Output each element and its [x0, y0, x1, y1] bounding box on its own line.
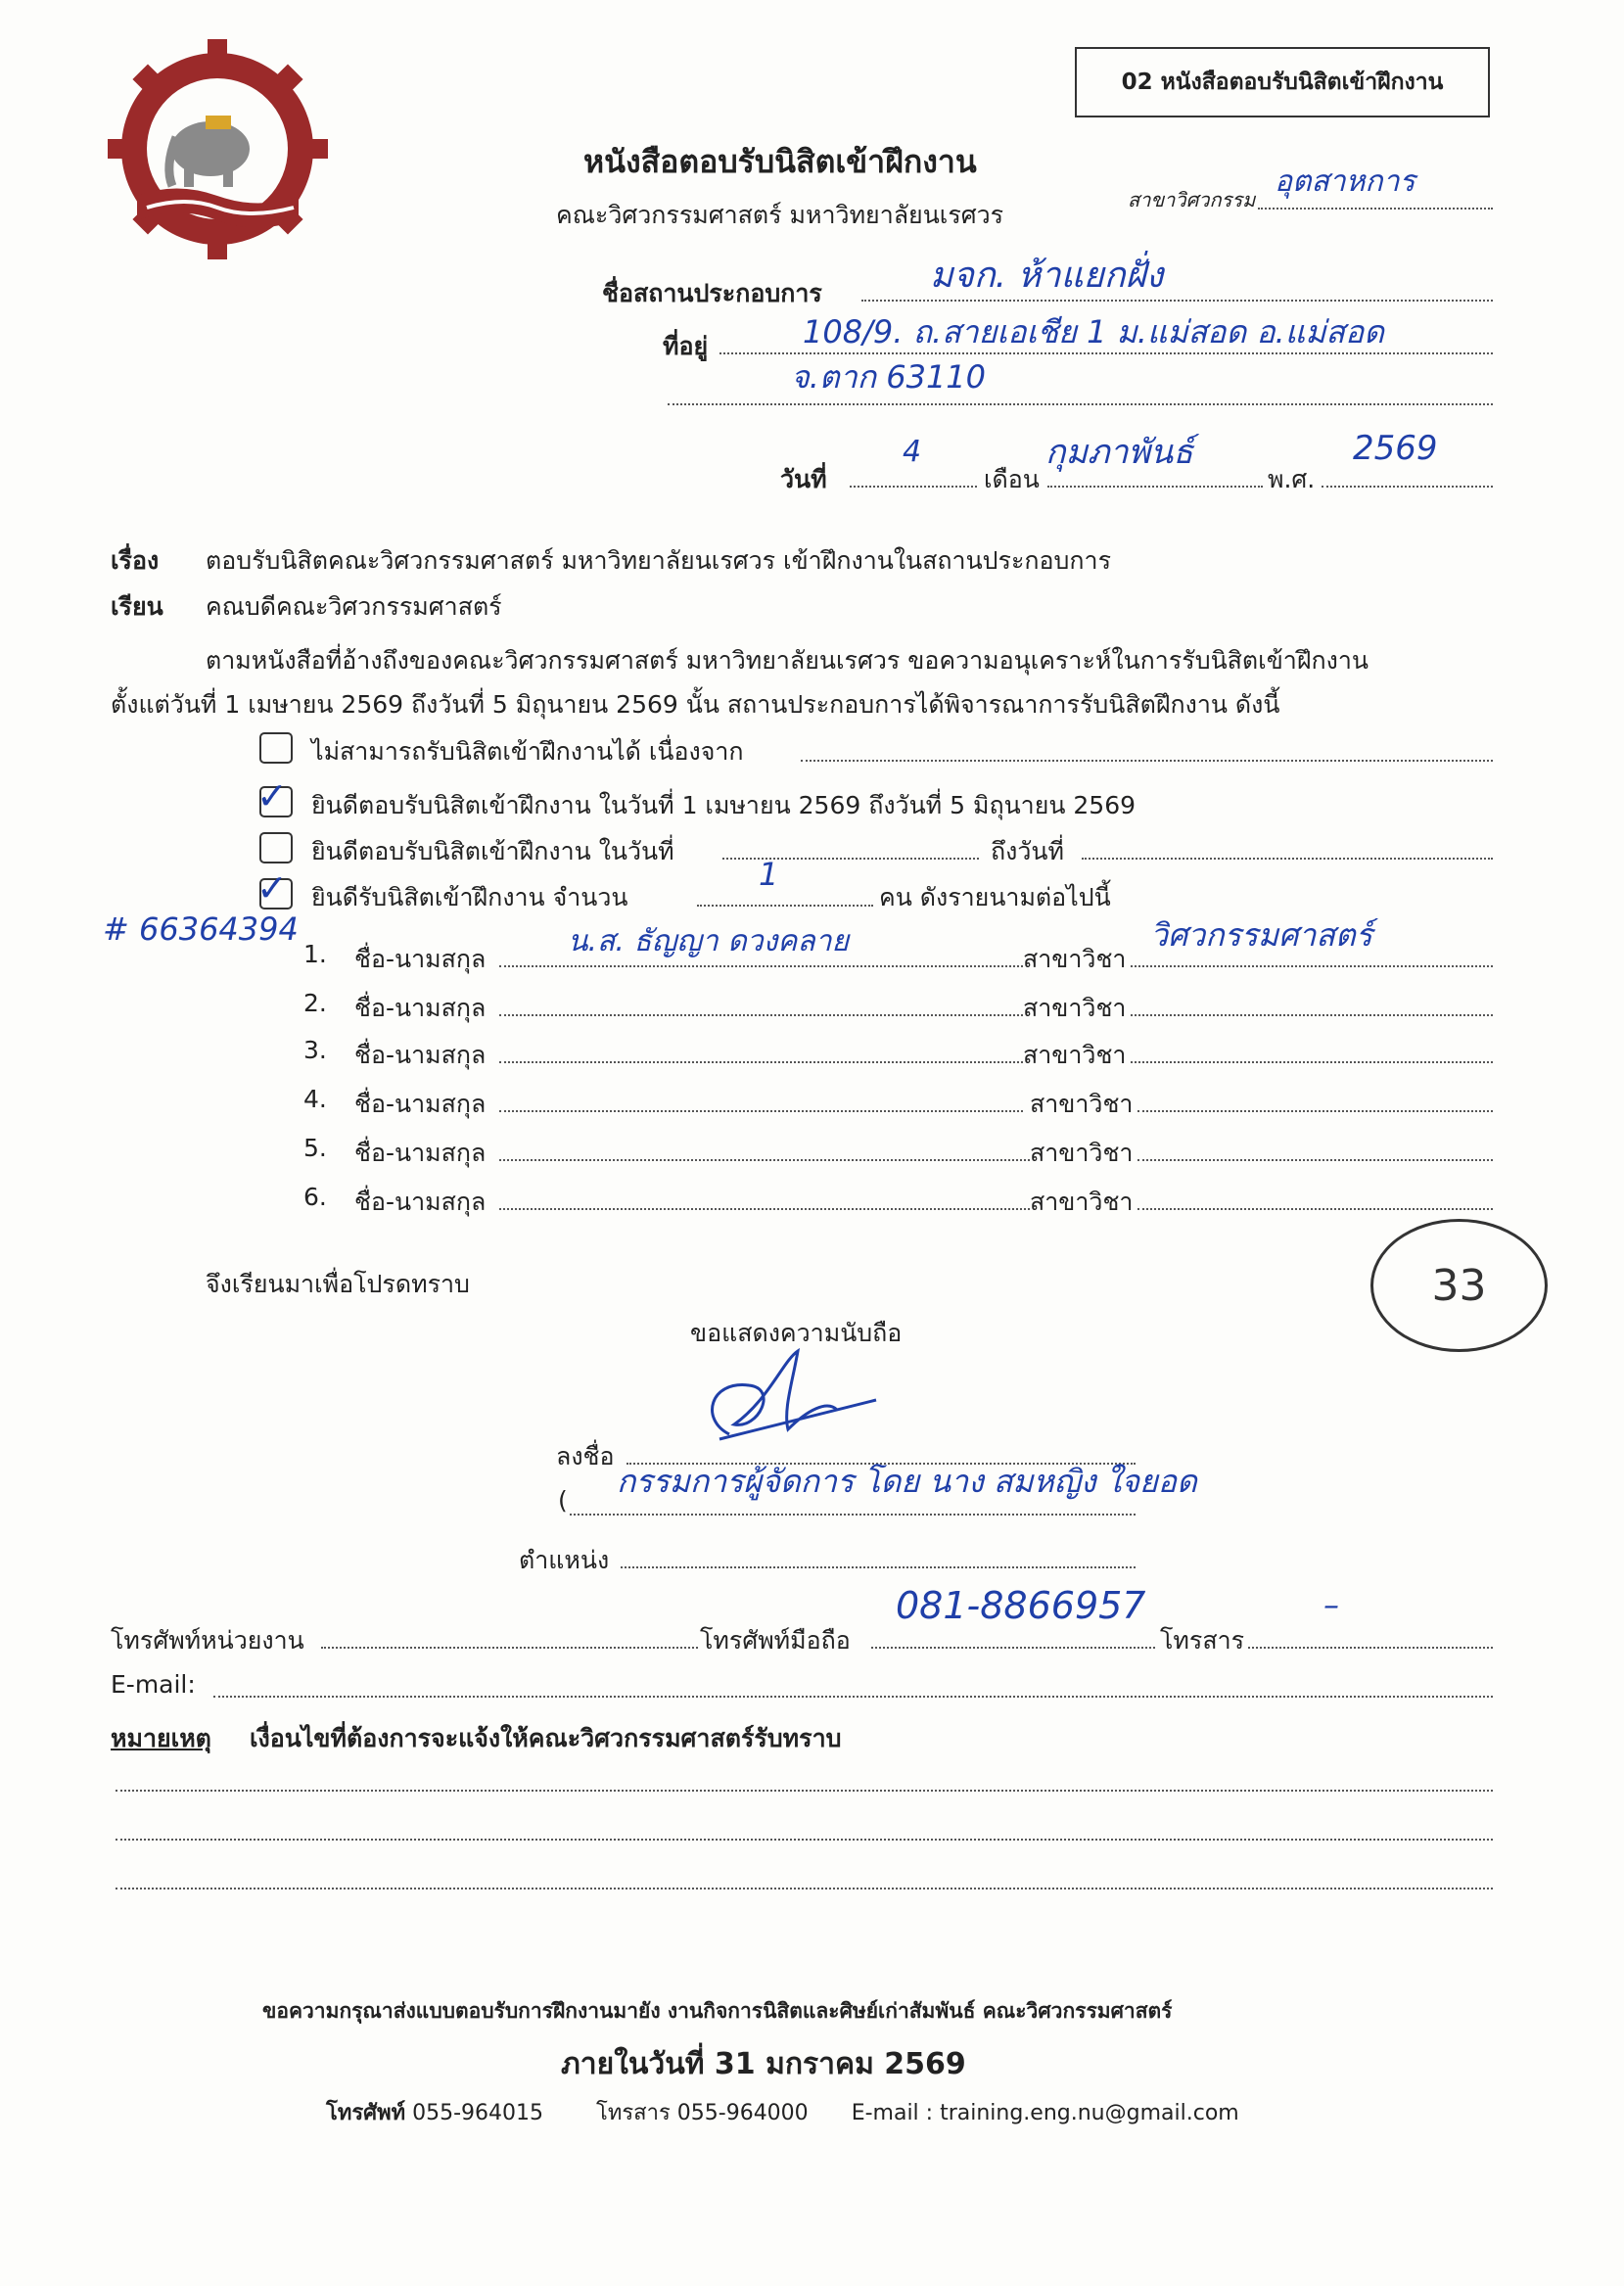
option-3-label: ยินดีตอบรับนิสิตเข้าฝึกงาน ในวันที่ [311, 837, 674, 865]
mobile-label: โทรศัพท์มือถือ [700, 1626, 851, 1655]
company-name-label: ชื่อสถานประกอบการ [602, 279, 822, 307]
branch-label: สาขาวิศวกรรม [1128, 188, 1256, 211]
signature-image [690, 1341, 886, 1459]
student-row-1-name-label: ชื่อ-นามสกุล [354, 945, 487, 973]
page-title: หนังสือตอบรับนิสิตเข้าฝึกงาน [583, 143, 977, 180]
student-row-1-major[interactable]: วิศวกรรมศาสตร์ [1150, 916, 1372, 954]
student-row-4-major-label: สาขาวิชา [1030, 1090, 1134, 1118]
address-line2[interactable]: จ.ตาก 63110 [791, 358, 987, 396]
option-4-check-icon: ✓ [256, 866, 288, 910]
student-row-5-name-label: ชื่อ-นามสกุล [354, 1139, 487, 1167]
date-year-label: พ.ศ. [1268, 465, 1316, 493]
option-3-to-label: ถึงวันที่ [991, 837, 1064, 865]
option-4-count[interactable]: 1 [759, 856, 779, 893]
form-code-box [1075, 47, 1490, 117]
remark-text: เงื่อนไขที่ต้องการจะแจ้งให้คณะวิศวกรรมศาสตร์รับทราบ [250, 1724, 842, 1752]
footer-contact [326, 2095, 1239, 2129]
date-year-value[interactable]: 2569 [1353, 429, 1438, 468]
signer-paren: ( [558, 1486, 568, 1515]
footer-line-1: ขอความกรุณาส่งแบบตอบรับการฝึกงานมายัง งานกิจการนิสิตและศิษย์เก่าสัมพันธ์ คณะวิศวกรรมศาสตร์ [262, 1999, 1173, 2023]
student-row-3-major-label: สาขาวิชา [1023, 1041, 1127, 1069]
closing-line: จึงเรียนมาเพื่อโปรดทราบ [206, 1270, 470, 1298]
student-id-note: # 66364394 [103, 910, 299, 948]
to-text: คณบดีคณะวิศวกรรมศาสตร์ [206, 592, 502, 621]
student-row-4-number: 4. [303, 1085, 327, 1113]
option-1-label: ไม่สามารถรับนิสิตเข้าฝึกงานได้ เนื่องจาก [311, 737, 744, 766]
company-name-value[interactable]: มจก. ห้าแยกฝั่ง [930, 256, 1164, 296]
remark-label: หมายเหตุ [111, 1724, 211, 1752]
date-month-label: เดือน [984, 465, 1040, 493]
form-code-text: 02 หนังสือตอบรับนิสิตเข้าฝึกงาน [1121, 70, 1444, 95]
footer-fax: 055-964000 [676, 2101, 809, 2125]
date-month-value[interactable]: กุมภาพันธ์ [1045, 433, 1193, 472]
student-row-3-number: 3. [303, 1036, 327, 1064]
subject-label: เรื่อง [111, 546, 160, 575]
footer-phone-label: โทรศัพท์ [326, 2101, 406, 2125]
position-label: ตำแหน่ง [519, 1546, 610, 1574]
faculty-logo [108, 39, 328, 259]
option-1-checkbox[interactable] [259, 732, 293, 764]
option-4-suffix: คน ดังรายนามต่อไปนี้ [879, 883, 1111, 911]
option-4-label: ยินดีรับนิสิตเข้าฝึกงาน จำนวน [311, 883, 628, 911]
footer-phone: 055-964015 [412, 2101, 544, 2125]
page-mark-circle [1370, 1219, 1548, 1352]
mobile-value[interactable]: 081-8866957 [896, 1584, 1146, 1627]
student-row-5-major-label: สาขาวิชา [1030, 1139, 1134, 1167]
page-mark: 33 [1431, 1260, 1487, 1311]
student-row-4-name-label: ชื่อ-นามสกุล [354, 1090, 487, 1118]
to-label: เรียน [111, 592, 163, 621]
sign-label: ลงชื่อ [556, 1442, 615, 1470]
student-row-6-major-label: สาขาวิชา [1030, 1188, 1134, 1216]
email-label: E-mail: [111, 1670, 196, 1699]
date-day-value[interactable]: 4 [903, 435, 922, 469]
address-line1[interactable]: 108/9. ถ.สายเอเชีย 1 ม.แม่สอด อ.แม่สอด [803, 313, 1384, 350]
footer-deadline: ภายในวันที่ 31 มกราคม 2569 [561, 2047, 966, 2081]
student-row-1-number: 1. [303, 940, 327, 968]
student-row-5-number: 5. [303, 1134, 327, 1162]
signer-name[interactable]: กรรมการผู้จัดการ โดย นาง สมหญิง ใจยอด [617, 1463, 1197, 1500]
subject-text: ตอบรับนิสิตคณะวิศวกรรมศาสตร์ มหาวิทยาลัยนเรศวร เข้าฝึกงานในสถานประกอบการ [206, 546, 1112, 575]
body-line-1: ตามหนังสือที่อ้างถึงของคณะวิศวกรรมศาสตร์ มหาวิทยาลัยนเรศวร ขอความอนุเคราะห์ในการรับนิสิตเข้าฝึกงาน [206, 646, 1369, 675]
footer-email-label: E-mail : [851, 2101, 934, 2125]
regards-text: ขอแสดงความนับถือ [690, 1319, 903, 1347]
student-row-2-number: 2. [303, 989, 327, 1017]
student-row-6-name-label: ชื่อ-นามสกุล [354, 1188, 487, 1216]
date-day-label: วันที่ [780, 465, 827, 493]
student-row-6-number: 6. [303, 1183, 327, 1211]
address-label: ที่อยู่ [663, 332, 709, 360]
fax-value[interactable]: – [1323, 1586, 1339, 1623]
body-line-2: ตั้งแต่วันที่ 1 เมษายน 2569 ถึงวันที่ 5 มิถุนายน 2569 นั้น สถานประกอบการได้พิจารณาการรับนิสิตฝึกงาน ดังนี้ [111, 690, 1280, 719]
footer-fax-label: โทรสาร [596, 2101, 671, 2125]
option-2-check-icon: ✓ [256, 774, 288, 817]
option-2-label: ยินดีตอบรับนิสิตเข้าฝึกงาน ในวันที่ 1 เมษายน 2569 ถึงวันที่ 5 มิถุนายน 2569 [311, 791, 1137, 819]
student-row-3-name-label: ชื่อ-นามสกุล [354, 1041, 487, 1069]
branch-value[interactable]: อุตสาหการ [1275, 164, 1415, 199]
student-row-2-major-label: สาขาวิชา [1023, 994, 1127, 1022]
student-row-1-major-label: สาขาวิชา [1023, 945, 1127, 973]
student-row-1-name[interactable]: น.ส. ธัญญา ดวงคลาย [568, 924, 850, 958]
office-phone-label: โทรศัพท์หน่วยงาน [111, 1626, 304, 1655]
option-3-checkbox[interactable] [259, 832, 293, 863]
fax-label: โทรสาร [1160, 1626, 1245, 1655]
student-row-2-name-label: ชื่อ-นามสกุล [354, 994, 487, 1022]
footer-email[interactable]: training.eng.nu@gmail.com [940, 2101, 1239, 2125]
faculty-name: คณะวิศวกรรมศาสตร์ มหาวิทยาลัยนเรศวร [556, 201, 1004, 229]
